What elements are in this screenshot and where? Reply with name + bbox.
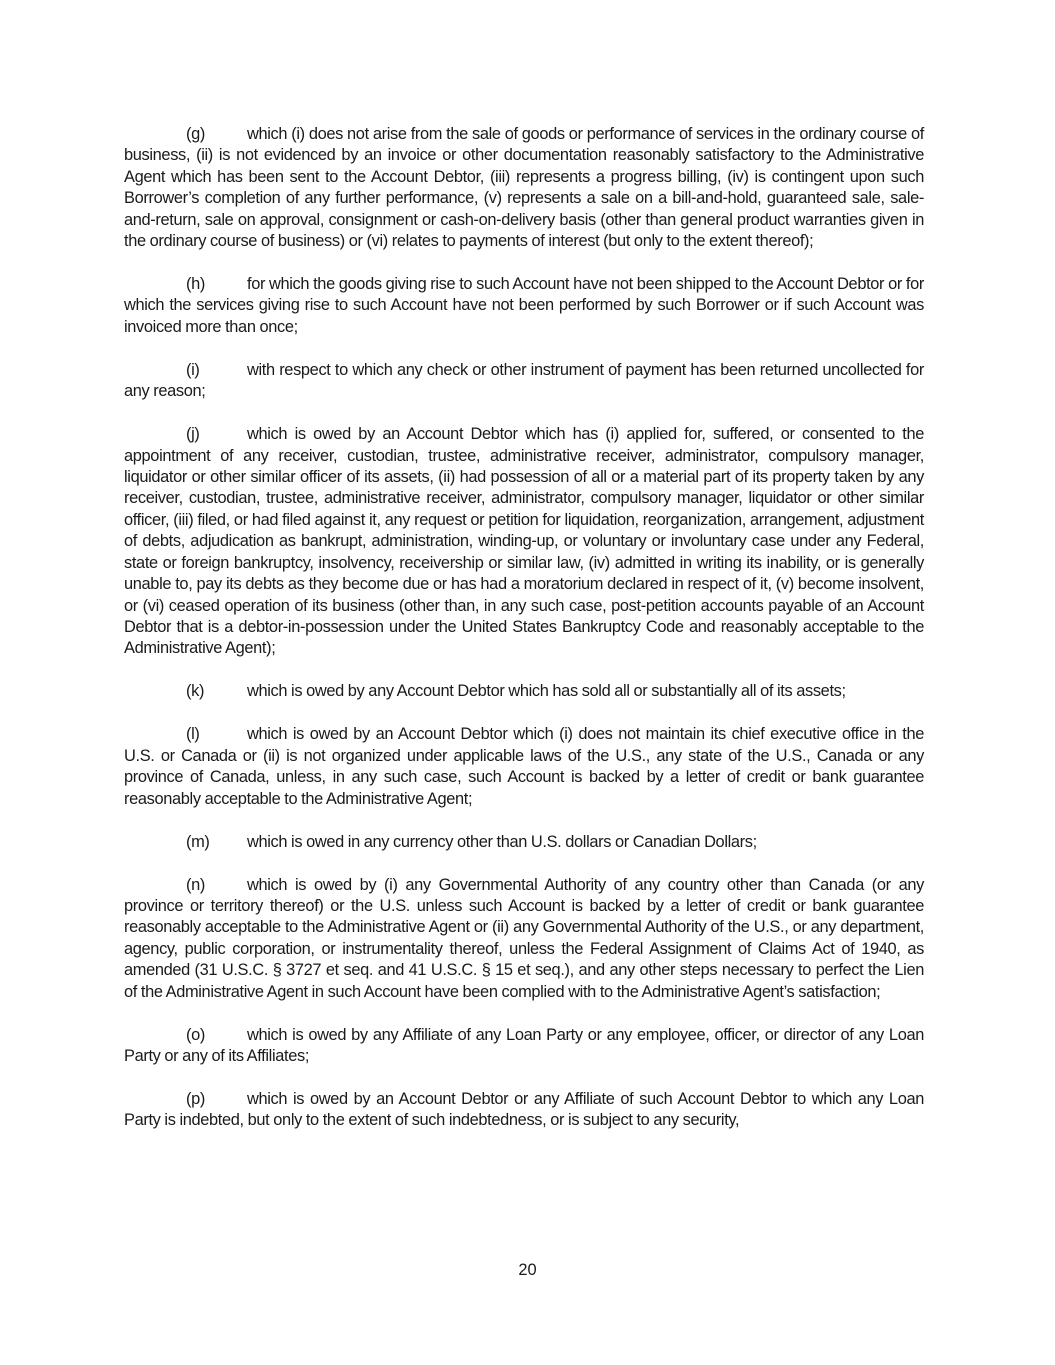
page-number: 20 [518, 1261, 537, 1279]
clause-marker: (o) [186, 1025, 205, 1044]
clause-p [124, 1089, 924, 1132]
clause-h [124, 274, 924, 338]
clause-marker: (m) [186, 832, 210, 851]
clause-marker: (n) [186, 875, 205, 894]
clause-text: which is owed by any Affiliate of any Loan Party or any employee, officer, or director of any Loan Party or any of its Affiliates; [124, 1025, 924, 1065]
clause-j [124, 424, 924, 659]
clause-m [124, 832, 924, 853]
document-body [124, 124, 924, 1153]
clause-text: which is owed by (i) any Governmental Authority of any country other than Canada (or any province or territory thereof) or the U.S. unless such Account is backed by a letter of credit or bank guarantee reasonably acceptable to the Administrative Agent or (ii) any Governmental Authority of the U.S., or any department, agency, public corporation, or instrumentality thereof, unless the Federal Assignment of Claims Act of 1940, as amended (31 U.S.C. § 3727 et seq. and 41 U.S.C. § 15 et seq.), and any other steps necessary to perfect the Lien of the Administrative Agent in such Account have been complied with to the Administrative Agent’s satisfaction; [124, 875, 924, 1001]
clause-marker: (k) [186, 682, 205, 701]
clause-text: which is owed by an Account Debtor which has (i) applied for, suffered, or consented to the appointment of any receiver, custodian, trustee, administrative receiver, administrator, compulsory manager, liquidator or other similar officer of its assets, (ii) had possession of all or a material part of its property taken by any receiver, custodian, trustee, administrative receiver, administrator, compulsory manager, liquidator or other similar officer, (iii) filed, or had filed against it, any request or petition for liquidation, reorganization, arrangement, adjustment of debts, adjudication as bankrupt, administration, winding-up, or voluntary or involuntary case under any Federal, state or foreign bankruptcy, insolvency, receivership or similar law, (iv) admitted in writing its inability, or is generally unable to, pay its debts as they become due or has had a moratorium declared in respect of it, (v) become insolvent, or (vi) ceased operation of its business (other than, in any such case, post-petition accounts payable of an Account Debtor that is a debtor-in-possession under the United States Bankruptcy Code and reasonably acceptable to the Administrative Agent); [124, 425, 924, 658]
clause-text: which is owed by an Account Debtor which (i) does not maintain its chief executive office in the U.S. or Canada or (ii) is not organized under applicable laws of the U.S., any state of the U.S., Canada or any province of Canada, unless, in any such case, such Account is backed by a letter of credit or bank guarantee reasonably acceptable to the Administrative Agent; [124, 725, 924, 808]
clause-marker: (i) [186, 360, 200, 379]
clause-k [124, 681, 924, 702]
clause-text: with respect to which any check or other instrument of payment has been returned uncollected for any reason; [124, 360, 924, 401]
clause-marker: (l) [186, 725, 200, 744]
clause-text: which is owed by any Account Debtor which has sold all or substantially all of its assets; [247, 682, 846, 701]
clause-n [124, 875, 924, 1003]
clause-marker: (h) [186, 275, 205, 294]
clause-marker: (p) [186, 1089, 205, 1108]
clause-marker: (g) [186, 125, 205, 143]
clause-text: which is owed by an Account Debtor or any Affiliate of such Account Debtor to which any Loan Party is indebted, but only to the extent of such indebtedness, or is subject to any security, [124, 1089, 924, 1130]
clause-marker: (j) [186, 425, 200, 444]
clause-text: for which the goods giving rise to such Account have not been shipped to the Account Debtor or for which the services giving rise to such Account have not been performed by such Borrower or if such Account was invoiced more than once; [124, 275, 924, 336]
clause-l [124, 724, 924, 810]
clause-g [124, 124, 924, 252]
clause-o [124, 1025, 924, 1068]
clause-text: which is owed in any currency other than U.S. dollars or Canadian Dollars; [247, 832, 757, 851]
clause-text: which (i) does not arise from the sale of goods or performance of services in the ordinary course of business, (ii) is not evidenced by an invoice or other documentation reasonably satisfactory to the Administrative Agent which has been sent to the Account Debtor, (iii) represents a progress billing, (iv) is contingent upon such Borrower’s completion of any further performance, (v) represents a sale on a bill-and-hold, guaranteed sale, sale-and-return, sale on approval, consignment or cash-on-delivery basis (other than general product warranties given in the ordinary course of business) or (vi) relates to payments of interest (but only to the extent thereof); [124, 125, 924, 251]
clause-i [124, 360, 924, 403]
